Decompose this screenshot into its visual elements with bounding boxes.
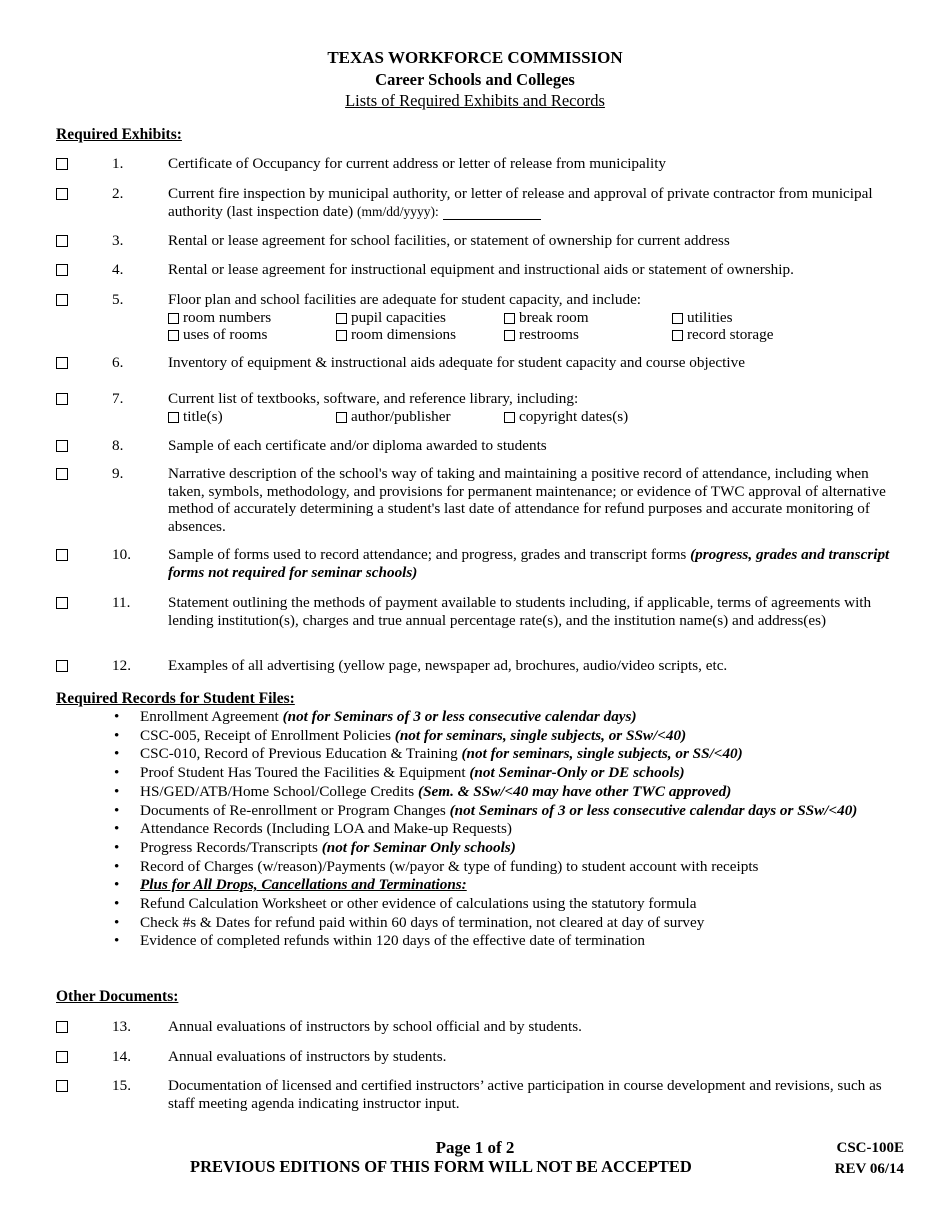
item-number: 4. bbox=[112, 261, 124, 278]
other-checkbox-13[interactable] bbox=[56, 1021, 68, 1033]
editions-notice: PREVIOUS EDITIONS OF THIS FORM WILL NOT BE ACCEPTED bbox=[190, 1157, 692, 1176]
item-text: Narrative description of the school's way of taking and maintaining a positive record of attendance, including when taken, symbols, methodology, and provisions for permanent maintenance; or evidence of TWC approval of alternative method of accurately determining a student's last date of attendance for refund purposes and accurate monitoring of absences. bbox=[168, 465, 886, 535]
option-room-dimensions[interactable]: room dimensions bbox=[336, 326, 504, 344]
date-format-label: (mm/dd/yyyy): bbox=[356, 203, 439, 219]
option-restrooms[interactable]: restrooms bbox=[504, 326, 672, 344]
option-pupil-capacities[interactable]: pupil capacities bbox=[336, 309, 504, 327]
form-revision: REV 06/14 bbox=[834, 1161, 904, 1177]
other-checkbox-15[interactable] bbox=[56, 1080, 68, 1092]
option-checkbox[interactable] bbox=[336, 313, 347, 324]
item-text: Rental or lease agreement for school facilities, or statement of ownership for current address bbox=[168, 232, 730, 249]
option-checkbox[interactable] bbox=[672, 313, 683, 324]
list-item: • Plus for All Drops, Cancellations and Terminations: bbox=[110, 876, 900, 895]
exhibit-checkbox-1[interactable] bbox=[56, 158, 68, 170]
item-number: 14. bbox=[112, 1048, 131, 1065]
option-utilities[interactable]: utilities bbox=[672, 309, 842, 327]
facility-options bbox=[168, 309, 898, 344]
option-uses-of-rooms[interactable]: uses of rooms bbox=[168, 326, 336, 344]
option-checkbox[interactable] bbox=[672, 330, 683, 341]
item-number: 10. bbox=[112, 546, 131, 563]
item-number: 3. bbox=[112, 232, 124, 249]
list-item: • CSC-005, Receipt of Enrollment Policies (not for seminars, single subjects, or SSw/<40) bbox=[110, 727, 900, 746]
list-item: • Progress Records/Transcripts (not for Seminar Only schools) bbox=[110, 839, 900, 858]
item-text: Floor plan and school facilities are adequate for student capacity, and include: bbox=[168, 291, 642, 308]
document-title: Lists of Required Exhibits and Records bbox=[345, 91, 605, 110]
item-number: 8. bbox=[112, 437, 124, 454]
item-number: 12. bbox=[112, 657, 131, 674]
item-text: Sample of each certificate and/or diploma awarded to students bbox=[168, 437, 547, 454]
option-room-numbers[interactable]: room numbers bbox=[168, 309, 336, 327]
item-text: Documentation of licensed and certified instructors’ active participation in course development and revisions, such as staff meeting agenda indicating instructor input. bbox=[168, 1077, 882, 1112]
exhibit-checkbox-6[interactable] bbox=[56, 357, 68, 369]
option-checkbox[interactable] bbox=[168, 330, 179, 341]
option-checkbox[interactable] bbox=[504, 313, 515, 324]
option-checkbox[interactable] bbox=[168, 412, 179, 423]
list-item: • Record of Charges (w/reason)/Payments (w/payor & type of funding) to student account with receipts bbox=[110, 858, 900, 877]
list-item: • Check #s & Dates for refund paid within 60 days of termination, not cleared at day of survey bbox=[110, 914, 900, 933]
list-item: • Refund Calculation Worksheet or other evidence of calculations using the statutory formula bbox=[110, 895, 900, 914]
student-files-heading: Required Records for Student Files: bbox=[56, 690, 295, 707]
item-number: 1. bbox=[112, 155, 124, 172]
exhibit-checkbox-9[interactable] bbox=[56, 468, 68, 480]
option-copyright-dates[interactable]: copyright dates(s) bbox=[504, 408, 672, 426]
item-text: Annual evaluations of instructors by students. bbox=[168, 1048, 447, 1065]
item-number: 5. bbox=[112, 291, 124, 308]
option-record-storage[interactable]: record storage bbox=[672, 326, 842, 344]
list-item: • Evidence of completed refunds within 120 days of the effective date of termination bbox=[110, 932, 900, 951]
item-number: 11. bbox=[112, 594, 131, 611]
option-checkbox[interactable] bbox=[168, 313, 179, 324]
exhibit-checkbox-3[interactable] bbox=[56, 235, 68, 247]
exhibit-checkbox-2[interactable] bbox=[56, 188, 68, 200]
option-break-room[interactable]: break room bbox=[504, 309, 672, 327]
item-text: Rental or lease agreement for instructional equipment and instructional aids or statement of ownership. bbox=[168, 261, 794, 278]
page-number: Page 1 of 2 bbox=[435, 1138, 515, 1157]
exhibit-checkbox-10[interactable] bbox=[56, 549, 68, 561]
list-item: • HS/GED/ATB/Home School/College Credits (Sem. & SSw/<40 may have other TWC approved) bbox=[110, 783, 900, 802]
agency-title: TEXAS WORKFORCE COMMISSION bbox=[327, 48, 623, 67]
exhibit-checkbox-7[interactable] bbox=[56, 393, 68, 405]
item-note: (progress, grades and transcript forms not required for seminar schools) bbox=[168, 546, 890, 581]
item-number: 9. bbox=[112, 465, 124, 482]
item-text: Current fire inspection by municipal authority, or letter of release and approval of private contractor from municipal authority (last inspection date) bbox=[168, 185, 873, 220]
item-text: Certificate of Occupancy for current address or letter of release from municipality bbox=[168, 155, 667, 172]
item-text: Inventory of equipment & instructional aids adequate for student capacity and course objective bbox=[168, 354, 745, 371]
item-text: Current list of textbooks, software, and reference library, including: bbox=[168, 390, 579, 407]
exhibit-checkbox-4[interactable] bbox=[56, 264, 68, 276]
exhibit-checkbox-8[interactable] bbox=[56, 440, 68, 452]
exhibit-checkbox-12[interactable] bbox=[56, 660, 68, 672]
item-number: 7. bbox=[112, 390, 124, 407]
other-documents-heading: Other Documents: bbox=[56, 988, 179, 1005]
document-header bbox=[0, 47, 950, 111]
item-text: Statement outlining the methods of payment available to students including, if applicable, terms of agreements with lending institution(s), charges and true annual percentage rate(s), and the institution name(s) and address(es) bbox=[168, 594, 872, 629]
exhibit-checkbox-11[interactable] bbox=[56, 597, 68, 609]
item-text: Annual evaluations of instructors by school official and by students. bbox=[168, 1018, 582, 1035]
option-checkbox[interactable] bbox=[336, 412, 347, 423]
item-number: 13. bbox=[112, 1018, 131, 1035]
inspection-date-field[interactable] bbox=[443, 206, 541, 220]
item-number: 15. bbox=[112, 1077, 131, 1094]
list-item: • Enrollment Agreement (not for Seminars of 3 or less consecutive calendar days) bbox=[110, 708, 900, 727]
item-number: 6. bbox=[112, 354, 124, 371]
item-text: Examples of all advertising (yellow page, newspaper ad, brochures, audio/video scripts, etc. bbox=[168, 657, 728, 674]
exhibit-checkbox-5[interactable] bbox=[56, 294, 68, 306]
form-identifier bbox=[835, 1138, 904, 1180]
library-options bbox=[168, 408, 898, 426]
option-checkbox[interactable] bbox=[336, 330, 347, 341]
option-titles[interactable]: title(s) bbox=[168, 408, 336, 426]
student-files-list bbox=[110, 708, 900, 951]
other-checkbox-14[interactable] bbox=[56, 1051, 68, 1063]
required-exhibits-heading: Required Exhibits: bbox=[56, 126, 182, 143]
option-checkbox[interactable] bbox=[504, 330, 515, 341]
list-item: • CSC-010, Record of Previous Education & Training (not for seminars, single subjects, or SS/<40) bbox=[110, 745, 900, 764]
item-number: 2. bbox=[112, 185, 124, 202]
list-item: • Attendance Records (Including LOA and Make-up Requests) bbox=[110, 820, 900, 839]
form-id: CSC-100E bbox=[836, 1140, 904, 1156]
list-item: • Proof Student Has Toured the Facilities & Equipment (not Seminar-Only or DE schools) bbox=[110, 764, 900, 783]
division-title: Career Schools and Colleges bbox=[375, 70, 575, 89]
list-item: • Documents of Re-enrollment or Program Changes (not Seminars of 3 or less consecutive calendar days or SSw/<40) bbox=[110, 802, 900, 821]
option-author-publisher[interactable]: author/publisher bbox=[336, 408, 504, 426]
item-text: Sample of forms used to record attendance; and progress, grades and transcript forms bbox=[168, 546, 691, 563]
option-checkbox[interactable] bbox=[504, 412, 515, 423]
